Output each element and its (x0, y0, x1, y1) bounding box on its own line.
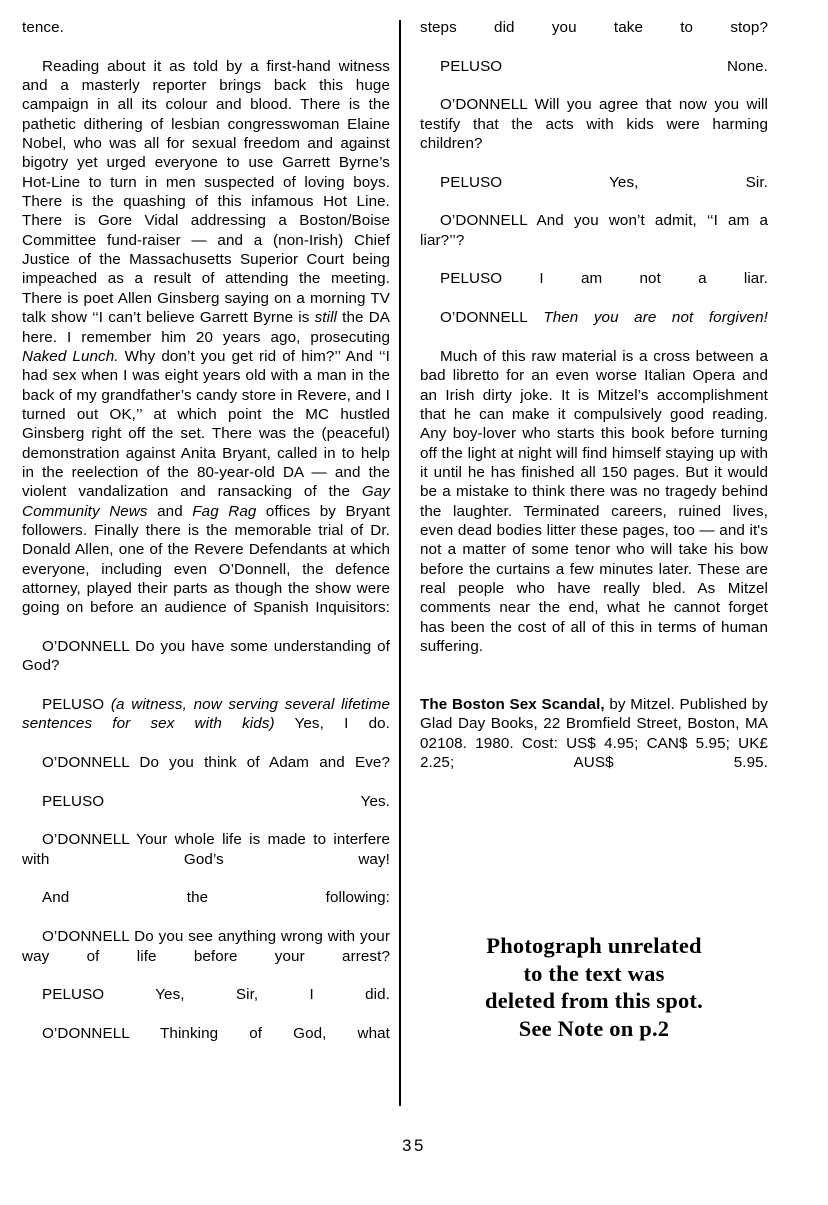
speaker-label: O’DONNELL (440, 309, 528, 327)
column-divider-rule (399, 20, 401, 1106)
speaker-text: And you won’t admit, ‘‘I am a liar?’’? (420, 212, 768, 249)
transcript-line (22, 985, 390, 1024)
review-part-4: and (147, 502, 193, 520)
speaker-text: Your whole life is made to interfere with God’s way! (22, 831, 390, 868)
speaker-text: Yes, Sir, I did. (104, 986, 390, 1004)
continuation-line (22, 18, 390, 57)
speaker-label: O’DONNELL (42, 754, 130, 772)
speaker-label: O’DONNELL (440, 212, 528, 230)
photo-notice-line-2: to the text was (523, 960, 665, 986)
speaker-text: Yes. (104, 792, 390, 810)
right-text-column (420, 18, 768, 792)
review-italic-gay-community-news: Gay Community News (22, 483, 390, 520)
speaker-text: None. (502, 57, 768, 75)
speaker-text: Will you agree that now you will testify that the acts with kids were harming children? (420, 96, 768, 153)
transcript-line (420, 57, 768, 96)
transcript-line (420, 269, 768, 308)
transcript-line (22, 792, 390, 831)
review-paragraph (22, 57, 390, 637)
book-credit-block (420, 695, 768, 792)
speaker-label: O’DONNELL (42, 928, 130, 946)
speaker-text: Do you think of Adam and Eve? (129, 754, 390, 772)
transcript-line (420, 211, 768, 269)
speaker-text: Yes, I do. (274, 715, 390, 733)
speaker-label: PELUSO (42, 986, 105, 1004)
paragraph-spacer (420, 676, 768, 695)
speaker-text: Do you see anything wrong with your way of life before your arrest? (22, 928, 390, 965)
speaker-label: PELUSO (42, 792, 105, 810)
transcript-line (22, 830, 390, 888)
speaker-label: PELUSO (440, 270, 503, 288)
review-italic-naked-lunch: Naked Lunch. (22, 347, 119, 365)
transcript-line (22, 927, 390, 985)
review-italic-fag-rag: Fag Rag (192, 502, 257, 520)
speaker-label: O’DONNELL (42, 638, 130, 655)
speaker-stage-direction: (a witness, now serving several lifetime sentences for sex with kids) (22, 696, 390, 733)
book-title: The Boston Sex Scandal, (420, 696, 605, 714)
transcript-line (420, 173, 768, 212)
transcript-line-continued (22, 1024, 390, 1063)
review-part-5: offices by Bryant followers. Finally there is the memorable trial of Dr. Donald Allen, one of the Revere Defendants at which everyone, including even O’Donnell, the defence attorney, played their parts as though the show were going on before an audience of Spanish Inquisitors: (22, 502, 391, 617)
interlude-text: And the following: (42, 889, 390, 907)
speaker-label: O’DONNELL (42, 831, 130, 849)
speaker-text: Thinking of God, what (129, 1024, 390, 1042)
speaker-text: Do you have some understanding of God? (22, 638, 390, 675)
review-part-3: Why don’t you get rid of him?’’ And ‘‘I had sex when I was eight years old with a man in the back of my grandfather’s candy store in Revere, and I turned out OK,’’ at which point the MC hustled Ginsberg right off the set. There was the (peaceful) demonstration against Anita Bryant, called in to help in the reelection of the 80-year-old DA — and the violent vandalization and ransacking of the (22, 347, 391, 501)
book-details: by Mitzel. Published by Glad Day Books, 22 Bromfield Street, Boston, MA 02108. 1980. Cost: US$ 4.95; CAN$ 5.95; UK£ 2.25; AUS$ 5.95. (420, 696, 768, 772)
page-number: 35 (402, 1136, 426, 1155)
continuation-text: steps did you take to stop? (420, 19, 768, 36)
photo-notice-line-4: See Note on p.2 (518, 1015, 670, 1041)
speaker-label: PELUSO (440, 57, 503, 75)
closing-paragraph-text: Much of this raw material is a cross between a bad libretto for an even worse Italian Opera and an Irish dirty joke. It is Mitzel’s accomplishment that he can make it compulsively good reading. Any boy-lover who starts this book before turning off the light at night will find himself staying up with it until he has finished all 150 pages. But it would be a mistake to think there was no tragedy behind the laughter. Terminated careers, ruined lives, even dead bodies litter these pages, too — and it's not a matter of some tenor who will take his bow before the curtains a few minutes later. These are real people who have really bled. As Mitzel comments near the end, what he cannot forget has been the cost of all of this in terms of human suffering. (420, 347, 768, 655)
speaker-text: I am not a liar. (502, 270, 768, 288)
speaker-italic-text: Then you are not forgiven! (527, 309, 768, 327)
review-part-1: Reading about it as told by a first-hand witness and a masterly reporter brings back this huge campaign in all its colour and blood. There is the pathetic dithering of lesbian congresswoman Elaine Nobel, who was all for sexual freedom and against bigotry yet urged everyone to use Garrett Byrne’s Hot-Line to turn in men suspected of loving boys. There is the quashing of this infamous Hot Line. There is Gore Vidal addressing a Boston/Boise Committee fund-raiser — and a (non-Irish) Chief Justice of the Massachusetts Superior Court being impeached as a result of attending the meeting. There is poet Allen Ginsberg saying on a morning TV talk show ‘‘I can’t believe Garrett Byrne is (22, 57, 390, 327)
review-italic-still: still (314, 309, 338, 327)
transcript-line (420, 95, 768, 172)
continuation-line (420, 18, 768, 57)
photo-notice-line-1: Photograph unrelated (486, 933, 702, 958)
closing-paragraph (420, 347, 768, 676)
review-part-2: the DA here. I remember him 20 years ago, prosecuting (22, 309, 390, 346)
speaker-label: PELUSO (42, 696, 105, 714)
transcript-line (420, 308, 768, 347)
speaker-label: O’DONNELL (440, 96, 528, 114)
interlude-line (22, 888, 390, 927)
transcript-line (22, 637, 390, 695)
transcript-line (22, 695, 390, 753)
photo-deleted-notice (420, 932, 768, 1042)
left-text-column (22, 18, 390, 1063)
continuation-text: tence. (22, 19, 64, 36)
speaker-label: O’DONNELL (42, 1024, 130, 1042)
transcript-line (22, 753, 390, 792)
speaker-text: Yes, Sir. (502, 173, 768, 191)
speaker-label: PELUSO (440, 173, 503, 191)
photo-notice-line-3: deleted from this spot. (485, 988, 703, 1013)
